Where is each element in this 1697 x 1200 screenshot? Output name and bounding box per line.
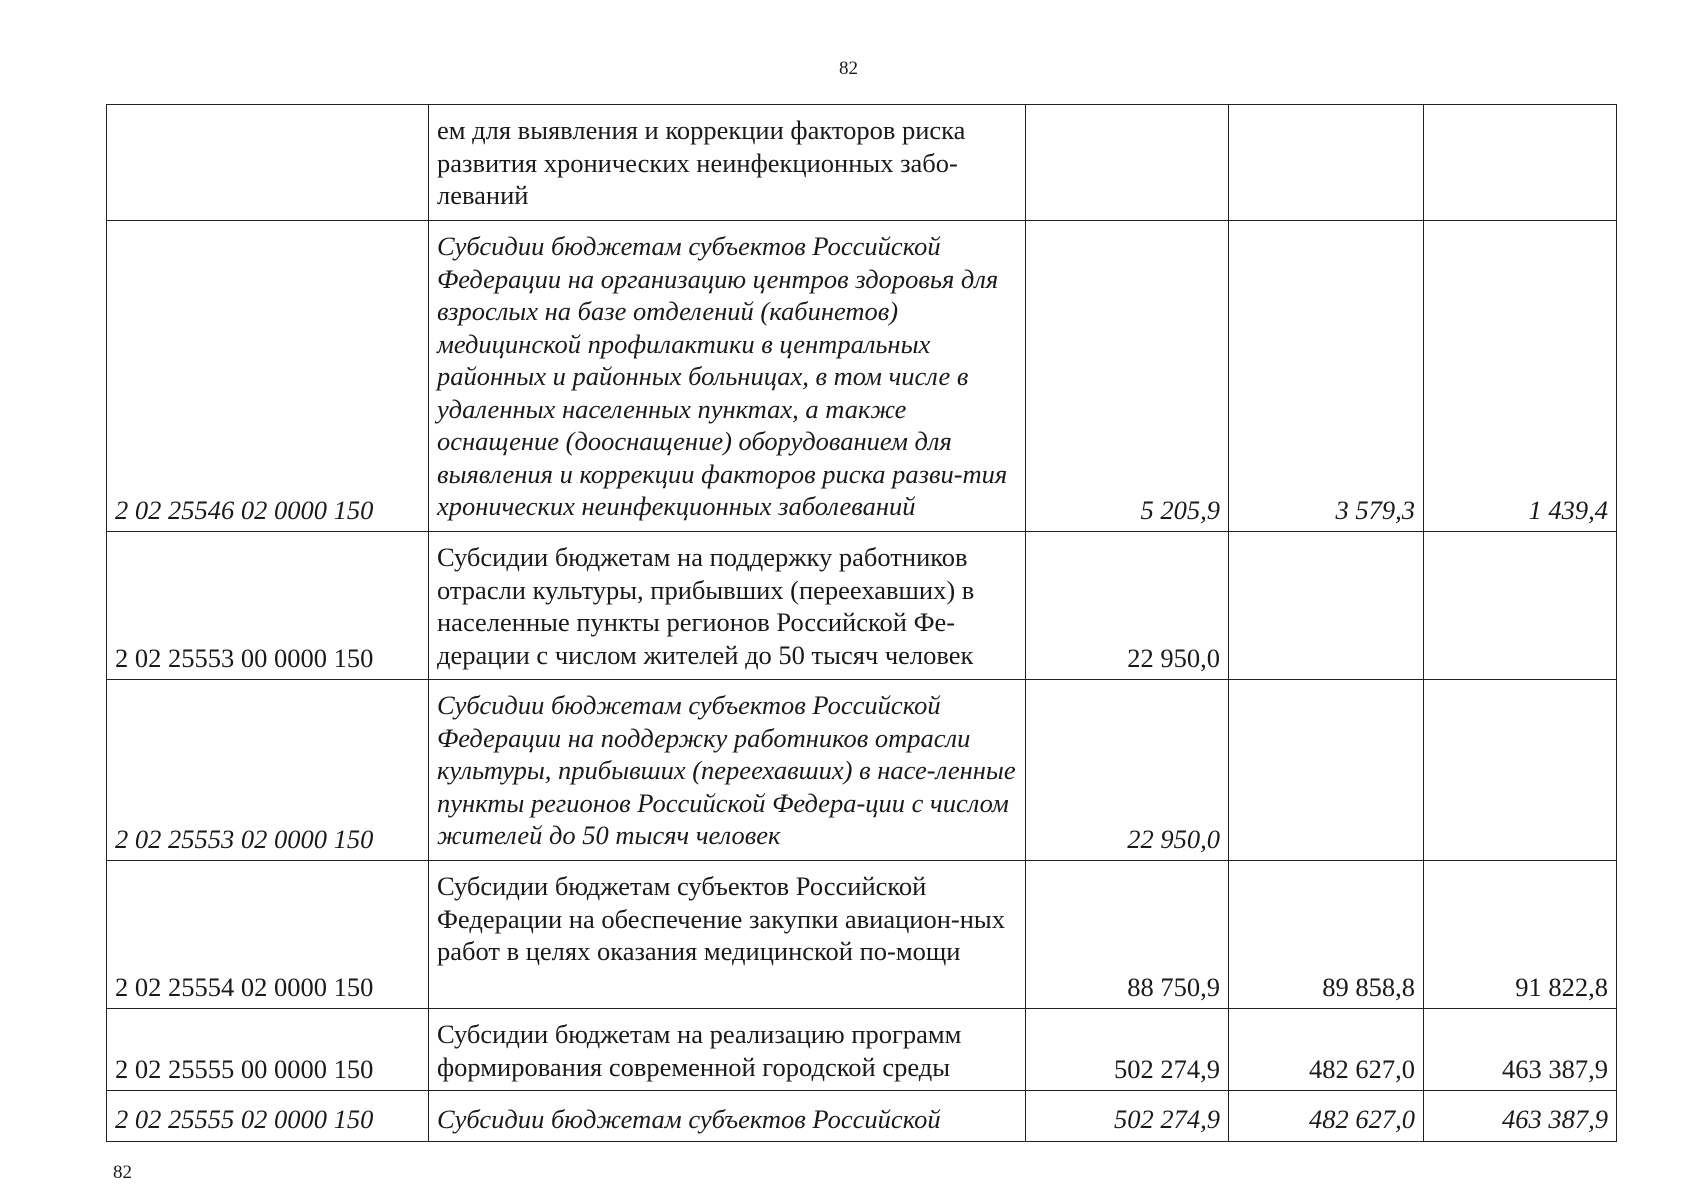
budget-code-cell: 2 02 25555 00 0000 150	[107, 1009, 429, 1091]
amount-cell-year-1	[1026, 105, 1229, 221]
amount-cell-year-2	[1229, 680, 1424, 861]
budget-code-cell: 2 02 25553 00 0000 150	[107, 532, 429, 680]
amount-cell-year-1: 5 205,9	[1026, 221, 1229, 532]
budget-code-cell: 2 02 25553 02 0000 150	[107, 680, 429, 861]
amount-cell-year-2: 3 579,3	[1229, 221, 1424, 532]
amount-cell-year-1: 22 950,0	[1026, 680, 1229, 861]
description-cell: Субсидии бюджетам субъектов Российской Федерации на организацию центров здоровья для взрослых на базе отделений (кабинетов) медицинской профилактики в центральных районных и районных больницах, в том числе в удаленных населенных пунктах, а также оснащение (дооснащение) оборудованием для выявления и коррекции факторов риска разви-тия хронических неинфекционных заболеваний	[429, 221, 1026, 532]
amount-cell-year-1: 22 950,0	[1026, 532, 1229, 680]
amount-cell-year-3	[1424, 680, 1617, 861]
budget-code-cell	[107, 105, 429, 221]
table-row	[107, 1009, 1617, 1091]
budget-code-cell: 2 02 25555 02 0000 150	[107, 1091, 429, 1142]
description-cell: Субсидии бюджетам субъектов Российской Федерации на поддержку работников отрасли культуры, прибывших (переехавших) в насе-ленные пункты регионов Российской Федера-ции с числом жителей до 50 тысяч человек	[429, 680, 1026, 861]
amount-cell-year-3	[1424, 532, 1617, 680]
table-row	[107, 105, 1617, 221]
amount-cell-year-1: 502 274,9	[1026, 1091, 1229, 1142]
page-number-bottom: 82	[113, 1162, 132, 1183]
description-cell: Субсидии бюджетам на поддержку работников отрасли культуры, прибывших (переехавших) в населенные пункты регионов Российской Фе-дерации с числом жителей до 50 тысяч человек	[429, 532, 1026, 680]
table-row	[107, 221, 1617, 532]
amount-cell-year-3	[1424, 105, 1617, 221]
page-number-top: 82	[839, 58, 858, 79]
amount-cell-year-2: 89 858,8	[1229, 861, 1424, 1009]
table-row	[107, 532, 1617, 680]
amount-cell-year-1: 502 274,9	[1026, 1009, 1229, 1091]
budget-code-cell: 2 02 25546 02 0000 150	[107, 221, 429, 532]
amount-cell-year-2	[1229, 532, 1424, 680]
budget-revenue-table	[106, 104, 1617, 1142]
description-cell: Субсидии бюджетам субъектов Российской	[429, 1091, 1026, 1142]
amount-cell-year-2: 482 627,0	[1229, 1009, 1424, 1091]
amount-cell-year-1: 88 750,9	[1026, 861, 1229, 1009]
amount-cell-year-2: 482 627,0	[1229, 1091, 1424, 1142]
amount-cell-year-3: 463 387,9	[1424, 1009, 1617, 1091]
amount-cell-year-3: 1 439,4	[1424, 221, 1617, 532]
amount-cell-year-2	[1229, 105, 1424, 221]
amount-cell-year-3: 91 822,8	[1424, 861, 1617, 1009]
table-row	[107, 1091, 1617, 1142]
table-row	[107, 680, 1617, 861]
description-cell: Субсидии бюджетам субъектов Российской Федерации на обеспечение закупки авиацион-ных работ в целях оказания медицинской по-мощи	[429, 861, 1026, 1009]
description-cell: ем для выявления и коррекции факторов риска развития хронических неинфекционных забо-леваний	[429, 105, 1026, 221]
description-cell: Субсидии бюджетам на реализацию программ формирования современной городской среды	[429, 1009, 1026, 1091]
table-row	[107, 861, 1617, 1009]
budget-code-cell: 2 02 25554 02 0000 150	[107, 861, 429, 1009]
amount-cell-year-3: 463 387,9	[1424, 1091, 1617, 1142]
